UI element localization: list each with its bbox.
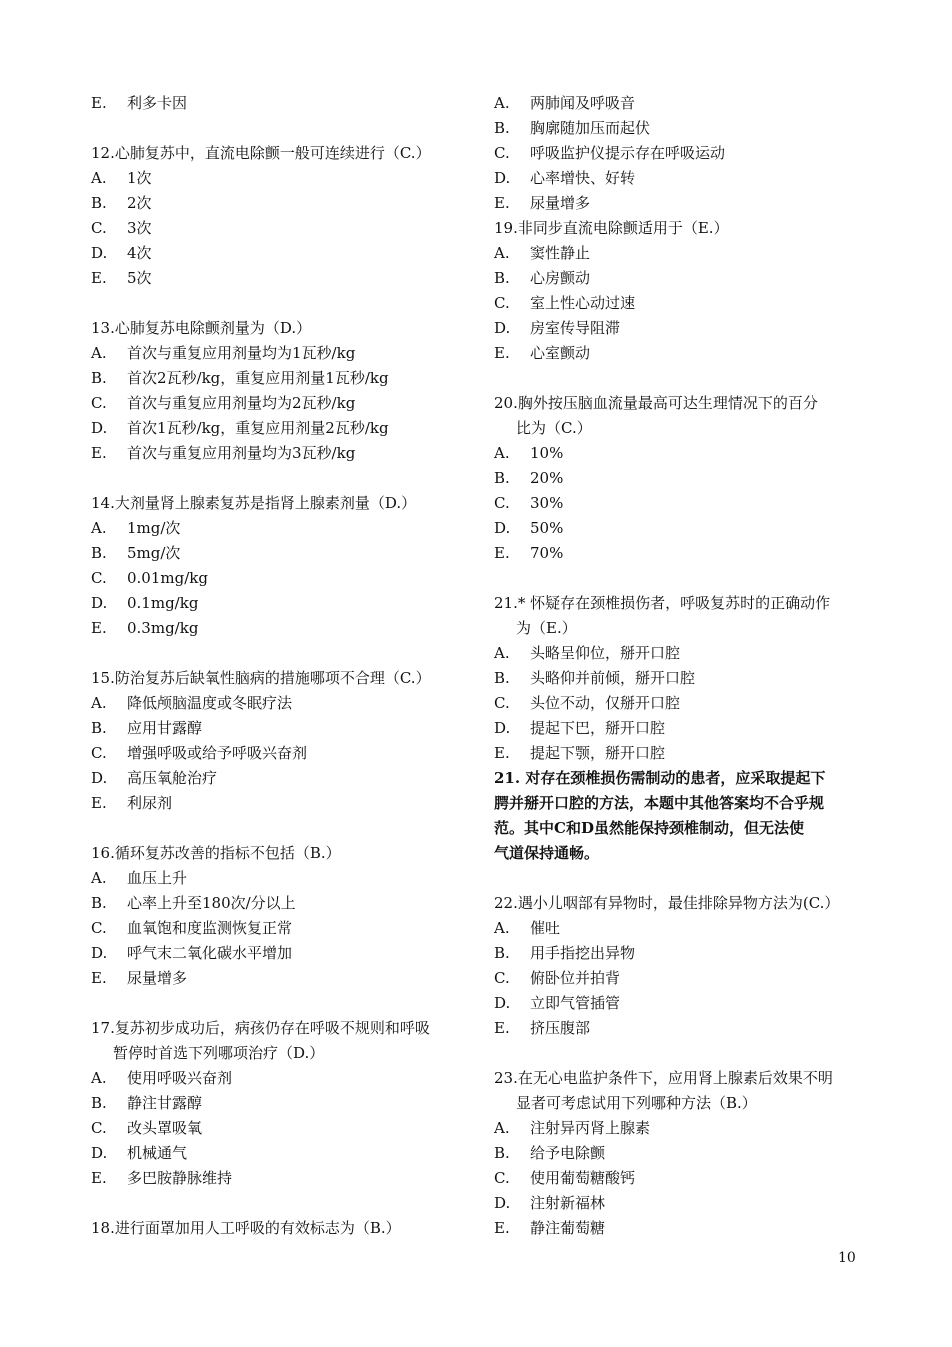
answer-option	[494, 741, 870, 766]
answer-option	[91, 941, 471, 966]
option-letter: D.	[494, 319, 511, 337]
option-letter: D.	[91, 944, 108, 962]
answer-option	[494, 316, 870, 341]
option-letter: A.	[91, 869, 107, 887]
option-text: 两肺闻及呼吸音	[530, 94, 636, 112]
question-stem: 17.复苏初步成功后，病孩仍存在呼吸不规则和呼吸	[91, 1019, 430, 1037]
answer-option	[91, 616, 471, 641]
answer-option	[494, 116, 870, 141]
option-letter: B.	[91, 369, 107, 387]
question-stem: 15.防治复苏后缺氧性脑病的措施哪项不合理（C.）	[91, 669, 431, 687]
option-letter: A.	[494, 919, 510, 937]
option-letter: E.	[494, 1219, 510, 1237]
answer-option	[91, 1141, 471, 1166]
answer-option	[91, 791, 471, 816]
option-text: 提起下巴，掰开口腔	[530, 719, 666, 737]
question-stem: 22.遇小儿咽部有异物时，最佳排除异物方法为(C.）	[494, 894, 840, 912]
option-text: 室上性心动过速	[530, 294, 636, 312]
option-letter: D.	[91, 594, 108, 612]
option-text: 尿量增多	[127, 969, 188, 987]
option-text: 静注葡萄糖	[530, 1219, 606, 1237]
option-letter: E.	[494, 1019, 510, 1037]
option-letter: C.	[91, 744, 107, 762]
question-stem: 暂停时首选下列哪项治疗（D.）	[113, 1044, 325, 1062]
option-text: 50%	[530, 519, 564, 537]
option-letter: C.	[494, 694, 510, 712]
option-text: 房室传导阻滞	[530, 319, 621, 337]
option-letter: D.	[494, 994, 511, 1012]
option-text: 首次与重复应用剂量均为2瓦秒/kg	[127, 394, 356, 412]
option-letter: E.	[91, 94, 107, 112]
answer-option	[494, 141, 870, 166]
option-letter: C.	[494, 969, 510, 987]
question-stem: 12.心肺复苏中，直流电除颤一般可连续进行（C.）	[91, 144, 431, 162]
option-text: 降低颅脑温度或冬眠疗法	[127, 694, 293, 712]
option-letter: C.	[494, 1169, 510, 1187]
option-text: 呼气末二氧化碳水平增加	[127, 944, 293, 962]
option-letter: A.	[91, 519, 107, 537]
option-letter: B.	[494, 669, 510, 687]
answer-option	[494, 491, 870, 516]
option-letter: C.	[91, 569, 107, 587]
answer-option	[494, 1191, 870, 1216]
answer-option	[91, 216, 471, 241]
answer-option	[91, 391, 471, 416]
option-text: 1次	[127, 169, 152, 187]
option-text: 增强呼吸或给予呼吸兴奋剂	[127, 744, 308, 762]
option-text: 血氧饱和度监测恢复正常	[127, 919, 293, 937]
option-text: 首次与重复应用剂量均为3瓦秒/kg	[127, 444, 356, 462]
spacer	[91, 1191, 471, 1216]
answer-option	[91, 916, 471, 941]
answer-option	[91, 1091, 471, 1116]
option-text: 注射新福林	[530, 1194, 606, 1212]
option-text: 心房颤动	[530, 269, 591, 287]
answer-option	[91, 1066, 471, 1091]
option-letter: D.	[494, 169, 511, 187]
question-stem: 21.* 怀疑存在颈椎损伤者，呼吸复苏时的正确动作	[494, 594, 831, 612]
answer-option	[494, 516, 870, 541]
option-letter: A.	[494, 94, 510, 112]
spacer	[494, 566, 870, 591]
answer-option	[494, 941, 870, 966]
option-letter: A.	[91, 169, 107, 187]
option-letter: C.	[91, 394, 107, 412]
option-letter: B.	[494, 944, 510, 962]
option-letter: D.	[91, 244, 108, 262]
option-text: 4次	[127, 244, 152, 262]
option-letter: C.	[494, 144, 510, 162]
option-text: 注射异丙肾上腺素	[530, 1119, 651, 1137]
answer-option	[91, 166, 471, 191]
option-letter: E.	[91, 1169, 107, 1187]
option-letter: E.	[494, 344, 510, 362]
answer-option	[494, 1016, 870, 1041]
option-text: 应用甘露醇	[127, 719, 203, 737]
right-column	[494, 91, 870, 1241]
option-text: 20%	[530, 469, 564, 487]
option-text: 高压氧舱治疗	[127, 769, 218, 787]
option-letter: B.	[91, 894, 107, 912]
spacer	[91, 641, 471, 666]
answer-option	[494, 341, 870, 366]
option-letter: E.	[91, 794, 107, 812]
option-text: 70%	[530, 544, 564, 562]
option-text: 俯卧位并拍背	[530, 969, 621, 987]
option-text: 利尿剂	[127, 794, 173, 812]
spacer	[91, 291, 471, 316]
answer-option	[91, 1116, 471, 1141]
option-text: 2次	[127, 194, 152, 212]
option-text: 心率增快、好转	[530, 169, 636, 187]
option-letter: B.	[91, 194, 107, 212]
option-letter: E.	[91, 444, 107, 462]
answer-option	[91, 591, 471, 616]
option-text: 心室颤动	[530, 344, 591, 362]
option-text: 呼吸监护仪提示存在呼吸运动	[530, 144, 726, 162]
answer-option	[91, 741, 471, 766]
explanation-line: 范。其中C和D虽然能保持颈椎制动，但无法使	[494, 819, 804, 837]
option-text: 头略呈仰位，掰开口腔	[530, 644, 681, 662]
answer-option	[91, 1166, 471, 1191]
option-text: 挤压腹部	[530, 1019, 591, 1037]
option-text: 多巴胺静脉维持	[127, 1169, 233, 1187]
option-letter: A.	[91, 1069, 107, 1087]
question-stem: 20.胸外按压脑血流量最高可达生理情况下的百分	[494, 394, 818, 412]
option-text: 10%	[530, 444, 564, 462]
option-text: 头略仰并前倾，掰开口腔	[530, 669, 696, 687]
question-stem: 显者可考虑试用下列哪种方法（B.）	[516, 1094, 757, 1112]
answer-option	[494, 691, 870, 716]
answer-option	[494, 191, 870, 216]
option-letter: D.	[494, 1194, 511, 1212]
answer-option	[494, 991, 870, 1016]
option-letter: C.	[91, 219, 107, 237]
option-letter: D.	[91, 1144, 108, 1162]
option-letter: C.	[91, 1119, 107, 1137]
answer-option	[91, 191, 471, 216]
option-letter: E.	[494, 544, 510, 562]
option-text: 心率上升至180次/分以上	[127, 894, 296, 912]
option-letter: E.	[494, 744, 510, 762]
answer-option	[91, 366, 471, 391]
option-letter: A.	[494, 444, 510, 462]
option-text: 使用呼吸兴奋剂	[127, 1069, 233, 1087]
option-letter: E.	[91, 269, 107, 287]
answer-option	[494, 641, 870, 666]
answer-option	[494, 1141, 870, 1166]
option-letter: D.	[91, 769, 108, 787]
spacer	[494, 366, 870, 391]
question-stem: 18.进行面罩加用人工呼吸的有效标志为（B.）	[91, 1219, 401, 1237]
spacer	[494, 866, 870, 891]
option-text: 给予电除颤	[530, 1144, 606, 1162]
option-text: 0.1mg/kg	[127, 594, 199, 612]
answer-option	[91, 966, 471, 991]
option-letter: E.	[494, 194, 510, 212]
option-letter: C.	[91, 919, 107, 937]
answer-option	[494, 466, 870, 491]
option-text: 0.3mg/kg	[127, 619, 199, 637]
answer-option	[91, 341, 471, 366]
option-letter: B.	[91, 544, 107, 562]
explanation-line: 气道保持通畅。	[494, 844, 600, 862]
option-letter: D.	[91, 419, 108, 437]
explanation-line: 21. 对存在颈椎损伤需制动的患者，应采取提起下	[494, 769, 826, 787]
answer-option	[91, 766, 471, 791]
option-letter: B.	[494, 269, 510, 287]
answer-option	[91, 91, 471, 116]
option-letter: A.	[494, 644, 510, 662]
option-letter: A.	[91, 344, 107, 362]
answer-option	[91, 691, 471, 716]
answer-option	[494, 166, 870, 191]
option-letter: D.	[494, 519, 511, 537]
answer-option	[494, 441, 870, 466]
question-stem: 13.心肺复苏电除颤剂量为（D.）	[91, 319, 312, 337]
spacer	[91, 466, 471, 491]
answer-option	[494, 716, 870, 741]
answer-option	[494, 1216, 870, 1241]
option-text: 催吐	[530, 919, 561, 937]
answer-option	[494, 1116, 870, 1141]
option-letter: B.	[494, 1144, 510, 1162]
answer-option	[91, 266, 471, 291]
option-text: 3次	[127, 219, 152, 237]
option-letter: D.	[494, 719, 511, 737]
option-text: 血压上升	[127, 869, 188, 887]
option-letter: A.	[494, 1119, 510, 1137]
option-letter: C.	[494, 494, 510, 512]
option-letter: C.	[494, 294, 510, 312]
option-letter: B.	[91, 719, 107, 737]
answer-option	[91, 891, 471, 916]
answer-option	[494, 966, 870, 991]
question-stem: 19.非同步直流电除颤适用于（E.）	[494, 219, 729, 237]
option-text: 5次	[127, 269, 152, 287]
option-text: 1mg/次	[127, 519, 181, 537]
option-text: 首次2瓦秒/kg，重复应用剂量1瓦秒/kg	[127, 369, 389, 387]
left-column	[91, 91, 471, 1241]
option-text: 30%	[530, 494, 564, 512]
option-text: 胸廓随加压而起伏	[530, 119, 651, 137]
answer-option	[494, 541, 870, 566]
answer-option	[91, 716, 471, 741]
option-text: 利多卡因	[127, 94, 188, 112]
answer-option	[91, 416, 471, 441]
option-text: 0.01mg/kg	[127, 569, 208, 587]
option-text: 立即气管插管	[530, 994, 621, 1012]
option-text: 静注甘露醇	[127, 1094, 203, 1112]
option-text: 尿量增多	[530, 194, 591, 212]
answer-option	[91, 541, 471, 566]
answer-option	[494, 241, 870, 266]
explanation-line: 腭并掰开口腔的方法，本题中其他答案均不合乎规	[494, 794, 825, 812]
option-letter: E.	[91, 969, 107, 987]
answer-option	[91, 241, 471, 266]
answer-option	[91, 866, 471, 891]
option-text: 头位不动，仅掰开口腔	[530, 694, 681, 712]
answer-option	[494, 266, 870, 291]
option-text: 提起下颚，掰开口腔	[530, 744, 666, 762]
option-letter: B.	[494, 119, 510, 137]
spacer	[494, 1041, 870, 1066]
answer-option	[494, 91, 870, 116]
spacer	[91, 816, 471, 841]
answer-option	[91, 516, 471, 541]
question-stem: 14.大剂量肾上腺素复苏是指肾上腺素剂量（D.）	[91, 494, 417, 512]
spacer	[91, 116, 471, 141]
answer-option	[494, 291, 870, 316]
question-stem: 为（E.）	[516, 619, 577, 637]
question-stem: 23.在无心电监护条件下，应用肾上腺素后效果不明	[494, 1069, 833, 1087]
option-letter: A.	[494, 244, 510, 262]
answer-option	[494, 1166, 870, 1191]
option-letter: B.	[91, 1094, 107, 1112]
page-number: 10	[838, 1250, 856, 1266]
answer-option	[91, 566, 471, 591]
option-letter: B.	[494, 469, 510, 487]
option-text: 改头罩吸氧	[127, 1119, 203, 1137]
question-stem: 16.循环复苏改善的指标不包括（B.）	[91, 844, 341, 862]
option-text: 首次与重复应用剂量均为1瓦秒/kg	[127, 344, 356, 362]
answer-option	[494, 916, 870, 941]
option-text: 使用葡萄糖酸钙	[530, 1169, 636, 1187]
answer-option	[91, 441, 471, 466]
answer-option	[494, 666, 870, 691]
option-letter: A.	[91, 694, 107, 712]
option-text: 机械通气	[127, 1144, 188, 1162]
option-text: 首次1瓦秒/kg，重复应用剂量2瓦秒/kg	[127, 419, 389, 437]
question-stem: 比为（C.）	[516, 419, 592, 437]
option-text: 用手指挖出异物	[530, 944, 636, 962]
option-letter: E.	[91, 619, 107, 637]
option-text: 5mg/次	[127, 544, 181, 562]
spacer	[91, 991, 471, 1016]
option-text: 窦性静止	[530, 244, 591, 262]
